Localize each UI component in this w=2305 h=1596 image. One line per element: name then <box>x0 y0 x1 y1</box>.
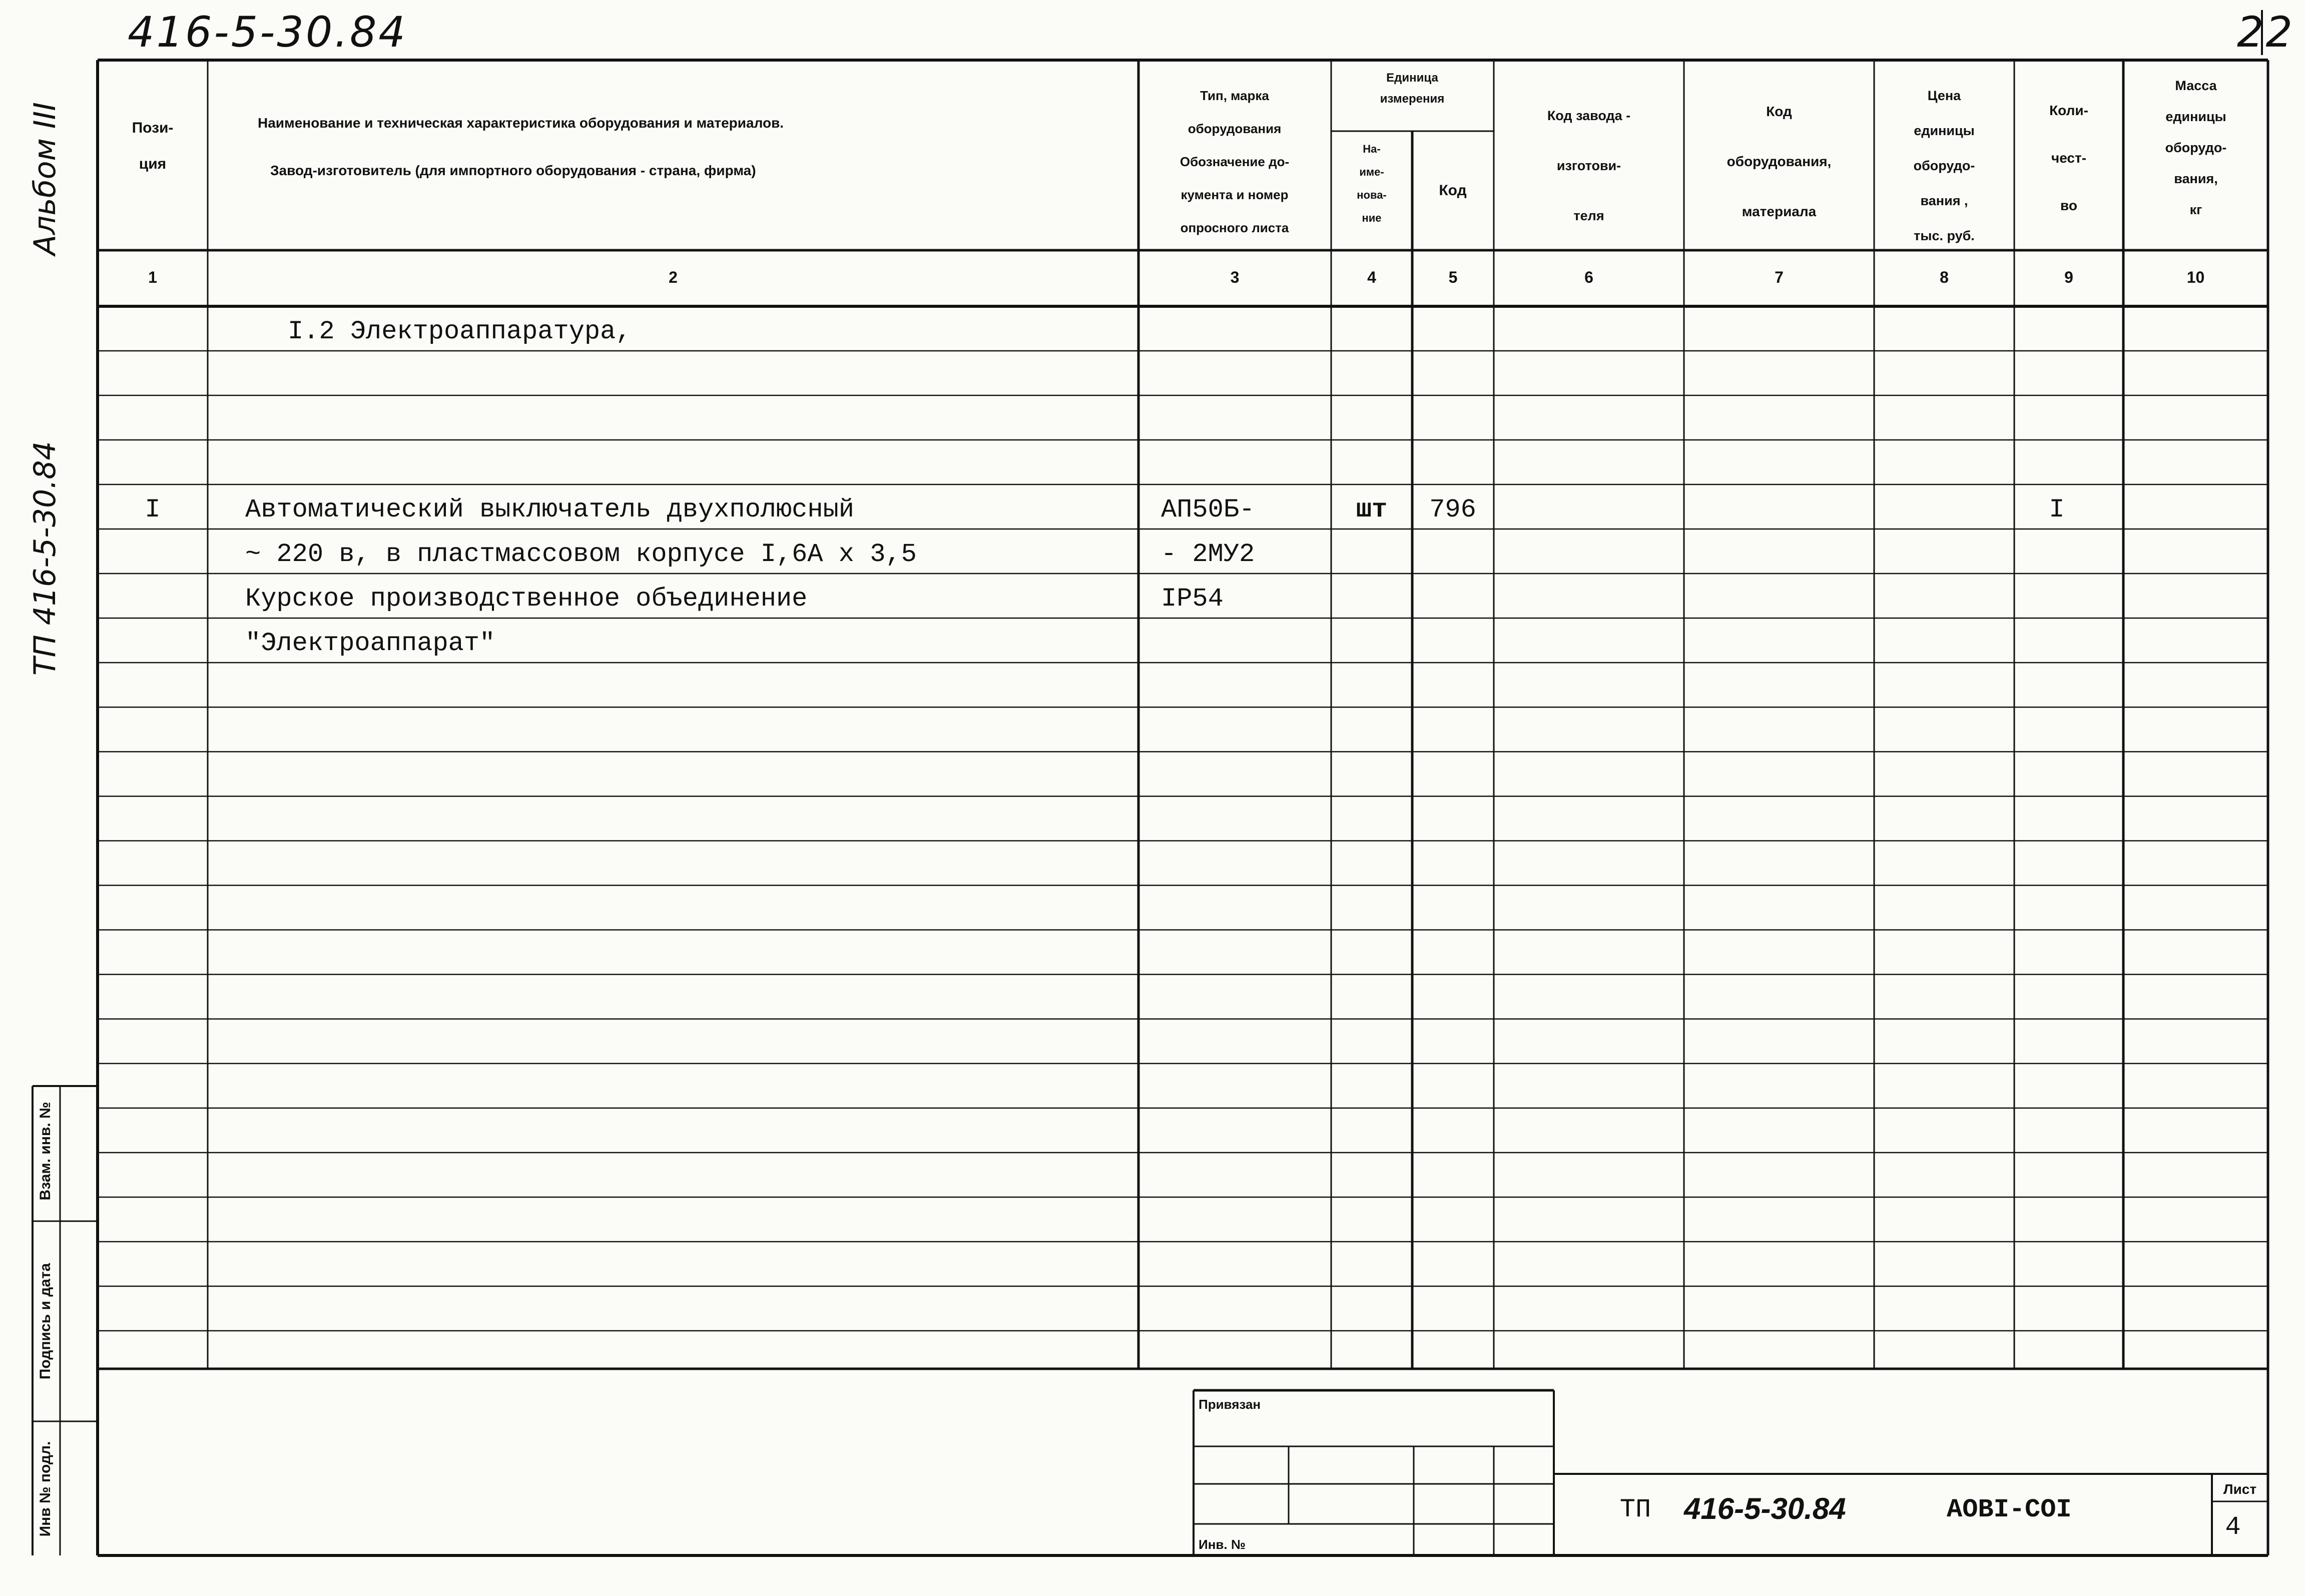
column-number: 9 <box>2064 268 2073 286</box>
sheet-label: Лист <box>2223 1481 2257 1497</box>
header-unit-name: ние <box>1362 212 1382 224</box>
header-unit-code: Код <box>1439 182 1467 199</box>
column-number: 1 <box>148 268 157 286</box>
header-name: Наименование и техническая характеристика оборудования и материалов. <box>258 115 784 131</box>
footer-document-code: АОВI-СОI <box>1947 1495 2072 1524</box>
header-maker-code: изготови- <box>1556 158 1621 173</box>
side-document-code: ТП 416-5-30.84 <box>28 441 63 676</box>
header-name: Завод-изготовитель (для импортного оборудования - страна, фирма) <box>270 163 756 178</box>
header-position: ция <box>139 156 167 172</box>
header-price: тыс. руб. <box>1914 228 1975 243</box>
document-code-top: 416-5-30.84 <box>128 8 407 57</box>
column-number: 6 <box>1584 268 1593 286</box>
header-quantity: во <box>2060 198 2077 213</box>
column-number: 2 <box>669 268 678 286</box>
header-mass: кг <box>2189 202 2202 217</box>
row-position: I <box>145 495 161 524</box>
header-type: Обозначение до- <box>1180 154 1290 169</box>
row-unit: шт <box>1356 495 1388 524</box>
column-number: 10 <box>2186 268 2205 286</box>
privyazan-label: Привязан <box>1199 1397 1261 1412</box>
row-name: Автоматический выключатель двухполюсный <box>245 495 854 524</box>
footer-document-number: 416-5-30.84 <box>1684 1492 1846 1525</box>
header-quantity: Коли- <box>2049 103 2088 118</box>
header-maker-code: теля <box>1573 208 1604 223</box>
row-name: "Электроаппарат" <box>245 629 495 658</box>
header-type: Тип, марка <box>1200 88 1269 103</box>
header-mass: единицы <box>2165 109 2226 124</box>
header-mass: вания, <box>2174 171 2218 186</box>
page-number: 22 <box>2237 8 2294 57</box>
header-price: Цена <box>1927 88 1961 103</box>
column-number: 7 <box>1775 268 1784 286</box>
header-mass: оборудо- <box>2165 140 2227 155</box>
column-number: 3 <box>1230 268 1240 286</box>
row-quantity: I <box>2049 495 2065 524</box>
row-name: Курское производственное объединение <box>245 584 808 614</box>
header-maker-code: Код завода - <box>1547 108 1631 123</box>
column-number: 5 <box>1448 268 1458 286</box>
row-name: ~ 220 в, в пластмассовом корпусе I,6А х 3,5 <box>245 540 917 569</box>
header-quantity: чест- <box>2051 150 2087 166</box>
row-type: АП50Б- <box>1161 495 1255 524</box>
row-type: IР54 <box>1161 584 1224 614</box>
header-position: Пози- <box>132 120 174 136</box>
inventory-number-label: Инв. № <box>1199 1537 1246 1552</box>
stamp-label: Взам. инв. № <box>37 1102 54 1201</box>
row-type: - 2МУ2 <box>1161 540 1255 569</box>
header-unit-name: име- <box>1359 166 1384 178</box>
header-equipment-code: Код <box>1766 104 1792 119</box>
row-name: I.2 Электроаппаратура, <box>288 317 632 346</box>
sheet-number: 4 <box>2225 1512 2241 1542</box>
column-number: 8 <box>1940 268 1949 286</box>
row-unit-code: 796 <box>1429 495 1476 524</box>
header-unit-name: нова- <box>1357 189 1387 201</box>
header-price: оборудо- <box>1913 158 1975 173</box>
header-unit-group: Единица <box>1386 71 1438 85</box>
header-equipment-code: материала <box>1742 204 1817 219</box>
header-price: единицы <box>1914 123 1975 138</box>
header-type: кумента и номер <box>1181 187 1289 202</box>
header-unit-group: измерения <box>1380 92 1445 106</box>
header-unit-name: На- <box>1363 143 1381 155</box>
album-label: Альбом III <box>28 102 63 255</box>
column-number: 4 <box>1367 268 1376 286</box>
header-price: вания , <box>1920 193 1968 208</box>
stamp-label: Подпись и дата <box>37 1263 54 1380</box>
stamp-label: Инв № подл. <box>37 1441 54 1537</box>
header-type: оборудования <box>1188 121 1282 136</box>
header-equipment-code: оборудования, <box>1726 154 1832 169</box>
header-type: опросного листа <box>1180 220 1289 235</box>
footer-tp: ТП <box>1619 1495 1651 1524</box>
header-mass: Масса <box>2175 78 2217 93</box>
